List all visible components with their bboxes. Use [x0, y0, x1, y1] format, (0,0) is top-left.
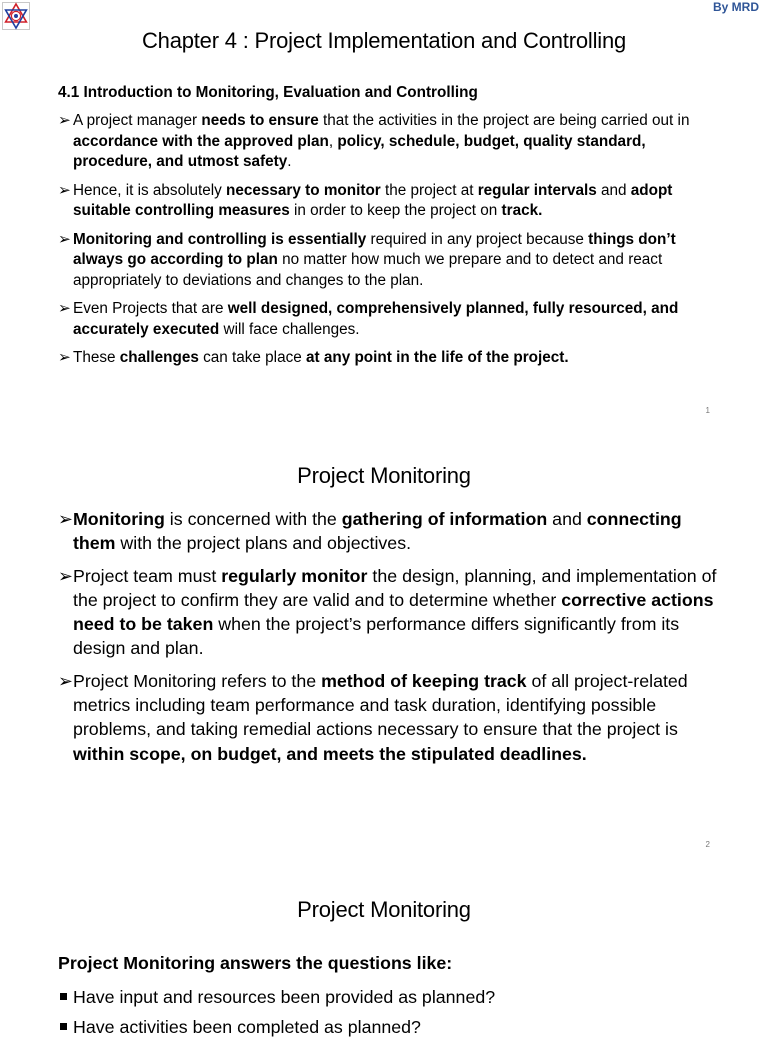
square-bullet-icon: [60, 993, 67, 1000]
slide1-heading: 4.1 Introduction to Monitoring, Evaluation and Controlling: [58, 84, 478, 101]
square-bullet-icon: [60, 1023, 67, 1030]
page-number: 1: [705, 406, 710, 415]
arrow-bullet-icon: ➢: [58, 181, 71, 199]
bold-text: corrective actions need to be taken: [73, 589, 714, 635]
arrow-bullet-icon: ➢: [58, 565, 73, 586]
text: with the project plans and objectives.: [115, 533, 412, 554]
text: Hence, it is absolutely: [73, 181, 227, 199]
text: .: [287, 153, 292, 170]
bold-text: adopt suitable controlling measures: [73, 181, 673, 219]
text: when the project’s performance differs significantly from its design and plan.: [73, 614, 680, 659]
bold-text: connecting them: [73, 509, 682, 554]
bold-text: necessary to monitor: [226, 181, 381, 199]
text: no matter how much we prepare and to detect and react appropriately to deviations and changes to the plan.: [73, 251, 663, 289]
text: ,: [328, 132, 338, 150]
author-label: By MRD: [712, 0, 759, 14]
text: that the activities in the project are being carried out in: [318, 112, 690, 129]
slide1-bullet-list: [58, 111, 718, 377]
bold-text: policy, schedule, budget, quality standard, procedure, and utmost safety: [73, 132, 646, 170]
page-number: 2: [705, 840, 710, 849]
bold-text: gathering of information: [341, 509, 548, 529]
text: and: [547, 509, 587, 529]
slide1-title: Chapter 4 : Project Implementation and Controlling: [141, 28, 627, 53]
bold-text: at any point in the life of the project.: [306, 349, 569, 366]
bullet-item: [58, 507, 723, 556]
text: of all project-related metrics including team performance and task duration, identifying possible problems, and taking remedial actions necessary to ensure that the project is: [73, 670, 688, 740]
bold-text: track.: [501, 202, 543, 219]
bold-text: challenges: [119, 349, 199, 366]
bullet-item: [58, 985, 723, 1009]
text: and: [596, 181, 631, 199]
bold-text: regularly monitor: [221, 565, 368, 586]
bold-text: needs to ensure: [201, 112, 319, 129]
arrow-bullet-icon: ➢: [58, 509, 73, 529]
text: the project at: [380, 181, 478, 199]
arrow-bullet-icon: ➢: [58, 349, 71, 366]
text: can take place: [198, 349, 306, 366]
arrow-bullet-icon: ➢: [58, 670, 73, 691]
bold-text: things don’t always go according to plan: [73, 230, 676, 268]
slide3-title: Project Monitoring: [297, 897, 471, 922]
bullet-item: [58, 669, 723, 766]
bullet-item: [58, 564, 723, 661]
bold-text: within scope, on budget, and meets the stipulated deadlines.: [73, 743, 587, 764]
bold-text: Monitoring and controlling is essentially: [73, 230, 367, 248]
arrow-bullet-icon: ➢: [58, 112, 71, 129]
text: A project manager: [73, 112, 202, 129]
slide3-heading: Project Monitoring answers the questions like:: [58, 953, 453, 973]
text: the design, planning, and implementation of the project to confirm they are valid and to determine whether: [73, 565, 717, 610]
bold-text: regular intervals: [477, 181, 597, 199]
text: These: [73, 349, 120, 366]
slide3-bullet-list: [58, 985, 723, 1046]
bullet-item: [58, 111, 718, 173]
text: is concerned with the: [164, 509, 342, 529]
bullet-item: [58, 299, 718, 340]
bullet-item: [58, 230, 718, 292]
bullet-item: [58, 1015, 723, 1039]
bullet-item: [58, 181, 718, 222]
text: Have activities been completed as planned?: [73, 1017, 421, 1038]
slide2-title: Project Monitoring: [297, 463, 471, 488]
slide2-bullet-list: [58, 507, 723, 774]
text: Have input and resources been provided as planned?: [73, 987, 496, 1007]
bold-text: Monitoring: [73, 509, 165, 529]
bold-text: well designed, comprehensively planned, fully resourced, and accurately executed: [73, 300, 679, 338]
text: in order to keep the project on: [289, 202, 502, 219]
text: will face challenges.: [219, 320, 360, 338]
text: required in any project because: [366, 230, 589, 248]
text: Project team must: [73, 565, 222, 586]
bold-text: accordance with the approved plan: [73, 132, 329, 150]
nepal-emblem-icon: [2, 2, 30, 30]
bold-text: method of keeping track: [321, 670, 527, 691]
text: Project Monitoring refers to the: [73, 670, 322, 691]
arrow-bullet-icon: ➢: [58, 230, 71, 248]
bullet-item: [58, 348, 718, 369]
arrow-bullet-icon: ➢: [58, 300, 71, 317]
text: Even Projects that are: [73, 300, 228, 317]
